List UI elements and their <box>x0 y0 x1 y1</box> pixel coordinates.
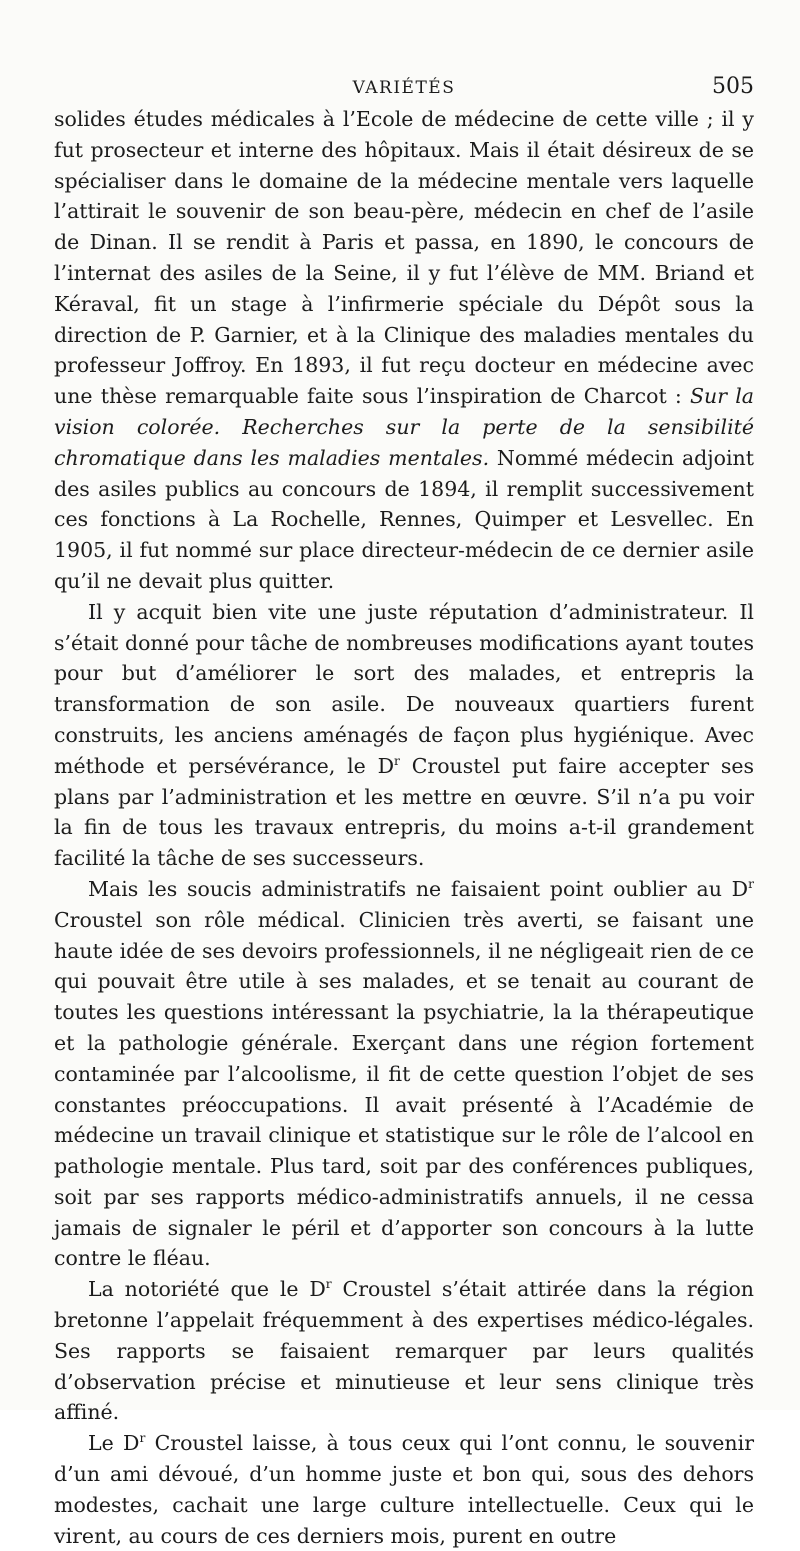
text-segment: Croustel son rôle médical. Clinicien très averti, se faisant une haute idée de ses devoirs professionnels, il ne négligeait rien de ce qui pouvait être utile à ses malades, et se tenait au courant de toutes les questions intéressant la psychiatrie, la la thérapeutique et la pathologie générale. Exerçant dans une région fortement contaminée par l’alcoolisme, il fit de cette question l’objet de ses constantes préoccupations. Il avait présenté à l’Académie de médecine un travail clinique et statistique sur le rôle de l’alcool en pathologie mentale. Plus tard, soit par des conférences publiques, soit par ses rapports médico-administratifs annuels, il ne cessa jamais de signaler le péril et d’apporter son concours à la lutte contre le fléau. <box>54 907 754 1271</box>
text-segment: Croustel s’était attirée dans la région bretonne l’appelait fréquemment à des expertises médico-légales. Ses rapports se faisaient remarquer par leurs qualités d’observation précise et minutieuse et leur sens clinique très affiné. <box>54 1277 754 1425</box>
paragraph <box>54 1274 754 1428</box>
text-segment: Croustel laisse, à tous ceux qui l’ont connu, le souvenir d’un ami dévoué, d’un homme juste et bon qui, sous des dehors modestes, cachait une large culture intellectuelle. Ceux qui le virent, au cours de ces derniers mois, purent en outre <box>54 1431 754 1548</box>
running-head <box>54 74 754 104</box>
text-segment: Nommé médecin adjoint des asiles publics au concours de 1894, il remplit successivement ces fonctions à La Rochelle, Rennes, Quimper et Lesvellec. En 1905, il fut nommé sur place directeur-médecin de ce dernier asile qu’il ne devait plus quitter. <box>54 445 754 593</box>
body-text <box>54 104 754 1551</box>
text-segment: solides études médicales à l’Ecole de médecine de cette ville ; il y fut prosecteur et interne des hôpitaux. Mais il était désireux de se spécialiser dans le domaine de la médecine mentale vers laquelle l’attirait le souvenir de son beau-père, médecin en chef de l’asile de Dinan. Il se rendit à Paris et passa, en 1890, le concours de l’internat des asiles de la Seine, il y fut l’élève de MM. Briand et Kéraval, fit un stage à l’infirmerie spéciale du Dépôt sous la direction de P. Garnier, et à la Clinique des maladies mentales du professeur Joffroy. En 1893, il fut reçu docteur en médecine avec une thèse remarquable faite sous l’inspiration de Charcot : <box>54 107 754 409</box>
text-segment: La notoriété que le D <box>88 1277 326 1302</box>
superscript: r <box>394 753 400 768</box>
paragraph <box>54 1428 754 1551</box>
text-segment: Le D <box>88 1431 140 1456</box>
text-segment: Mais les soucis administratifs ne faisaient point oublier au D <box>88 876 749 901</box>
italic-title: Sur la vision colorée. Recherches sur la perte de la sensibilité chromatique dans les maladies mentales. <box>54 384 754 470</box>
text-segment: Croustel put faire accepter ses plans par l’administration et les mettre en œuvre. S’il n’a pu voir la fin de tous les travaux entrepris, du moins a-t-il grandement facilité la tâche de ses successeurs. <box>54 753 755 871</box>
paragraph <box>54 874 754 1274</box>
text-segment: Il y acquit bien vite une juste réputation d’administrateur. Il s’était donné pour tâche de nombreuses modifications ayant toutes pour but d’améliorer le sort des malades, et entrepris la transformation de son asile. De nouveaux quartiers furent construits, les anciens aménagés de façon plus hygiénique. Avec méthode et persévérance, le D <box>54 599 754 778</box>
section-title: VARIÉTÉS <box>352 78 456 98</box>
superscript: r <box>139 1431 146 1446</box>
superscript: r <box>325 1277 332 1292</box>
page-number: 505 <box>712 74 754 99</box>
paragraph <box>54 104 754 597</box>
superscript: r <box>748 877 754 892</box>
paragraph <box>54 597 754 874</box>
